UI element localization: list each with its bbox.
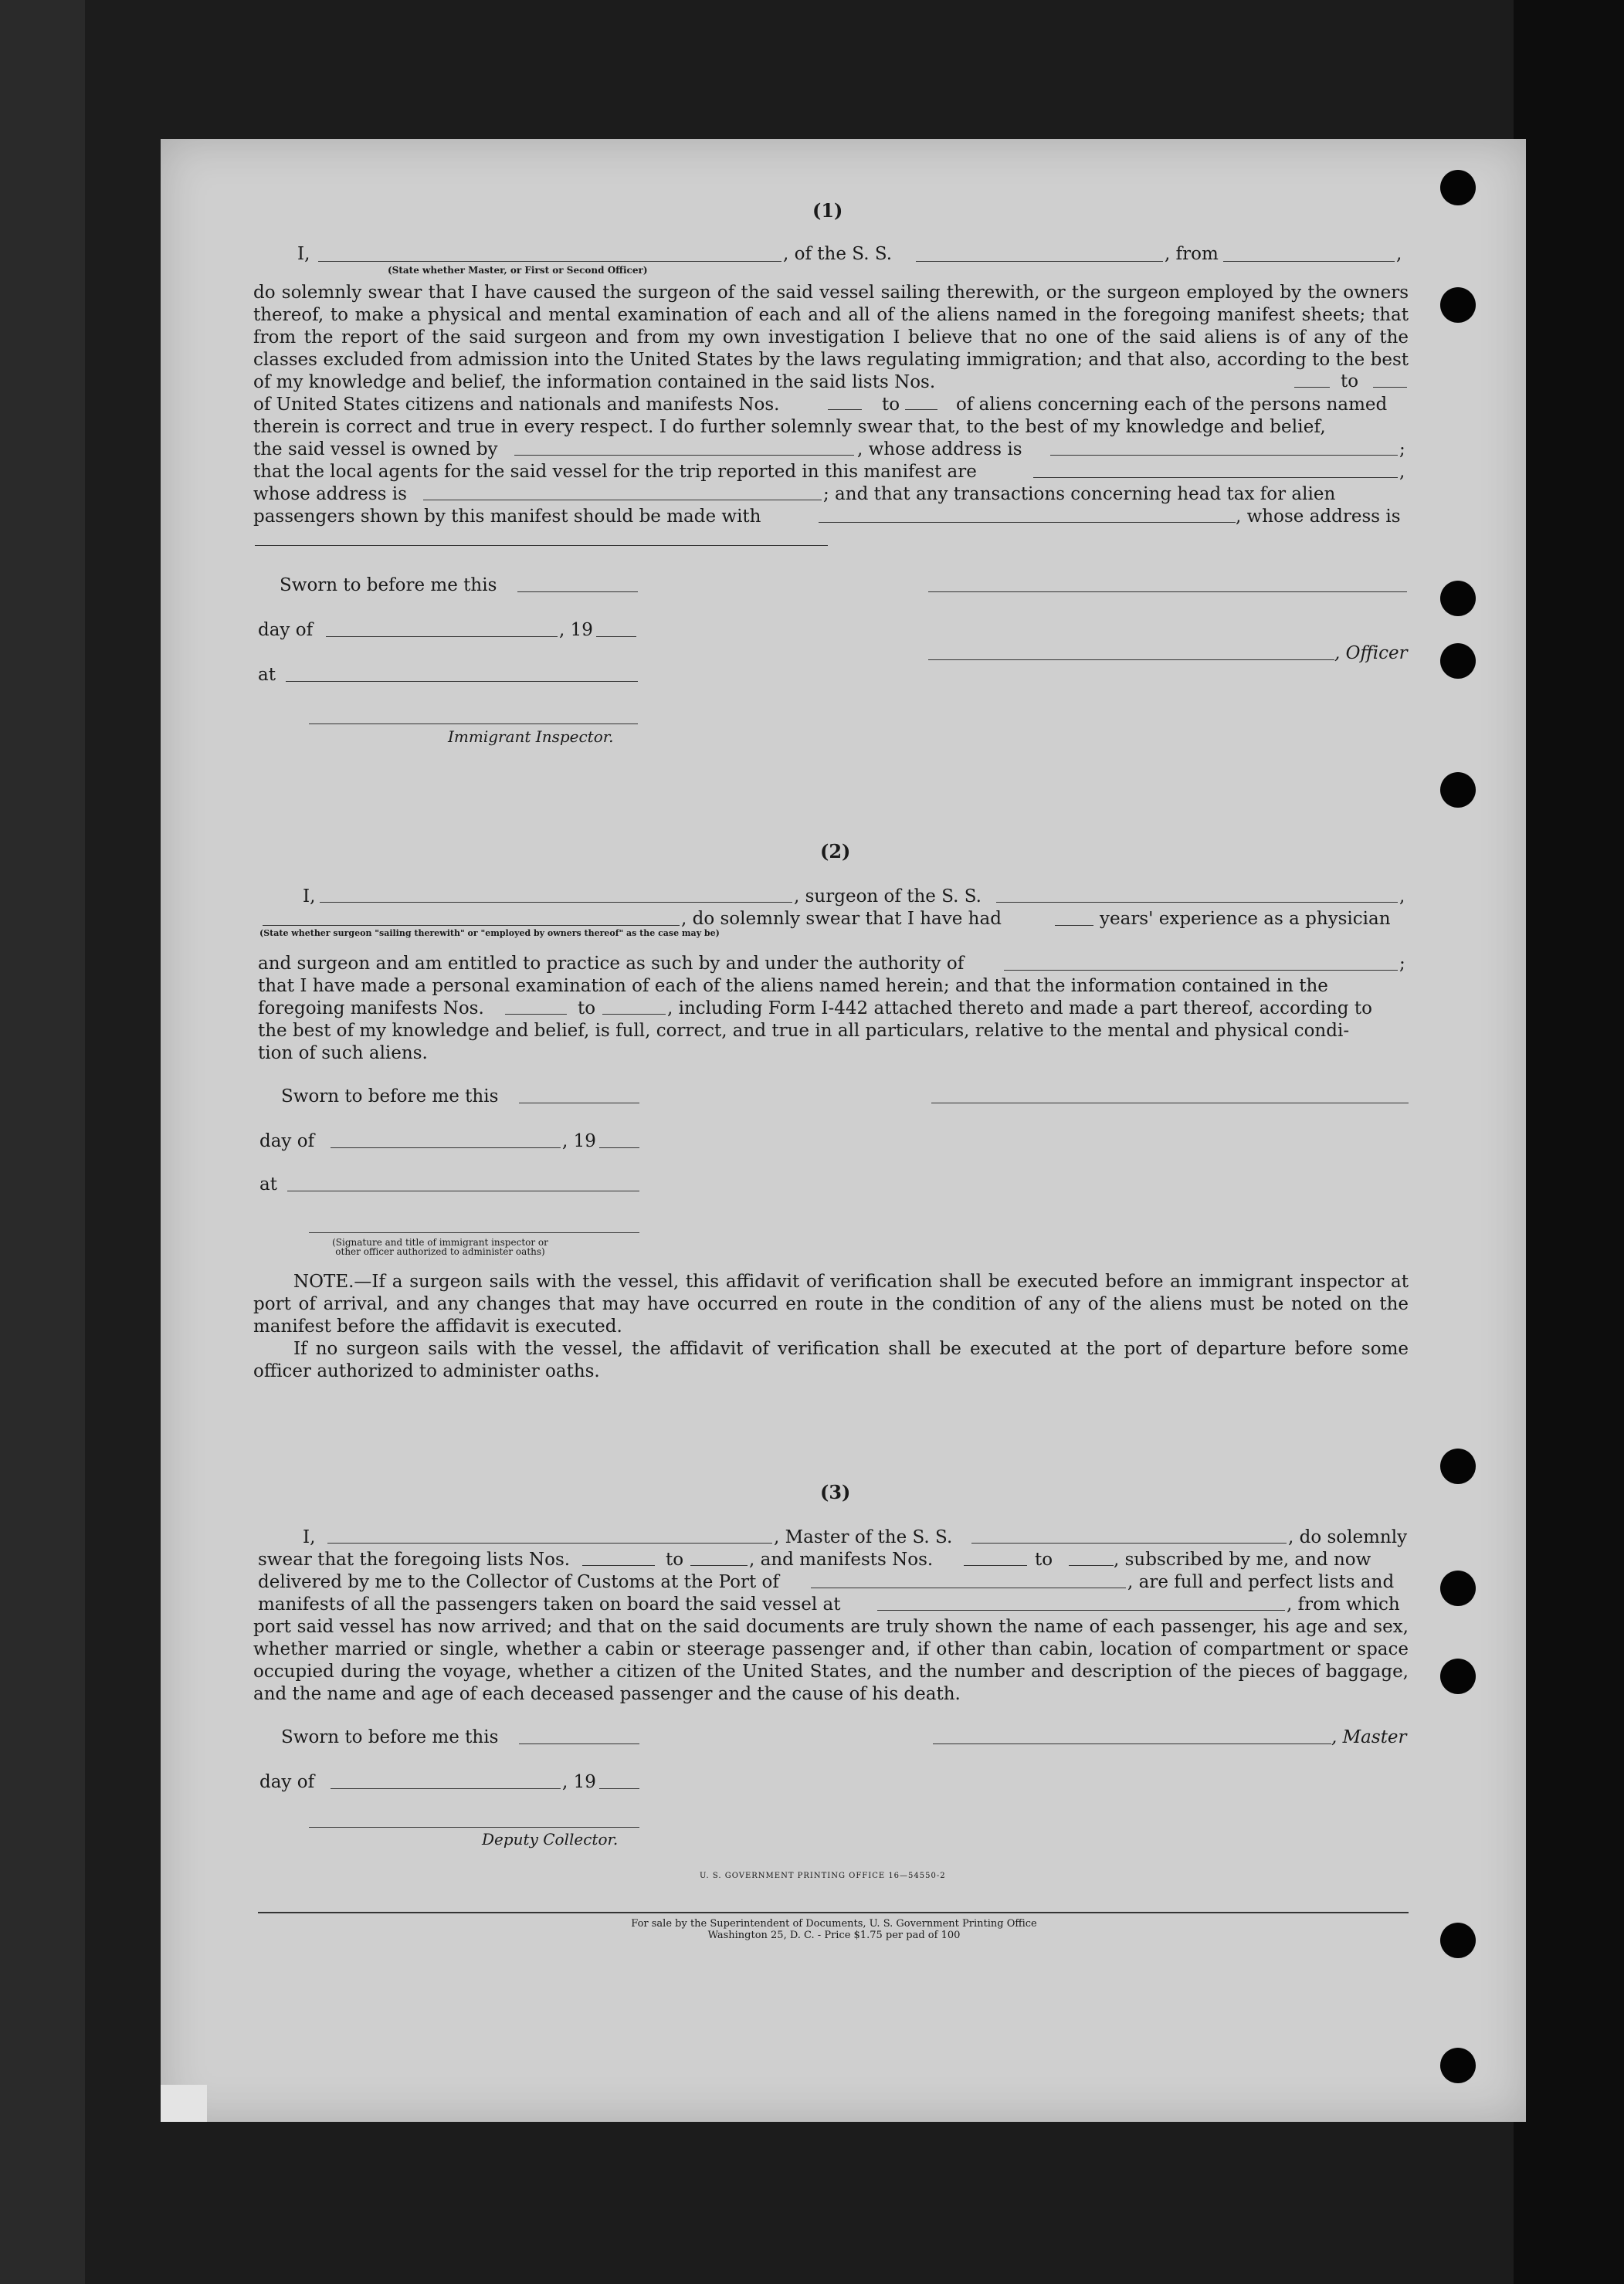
- s3-sworn: Sworn to before me this: [281, 1727, 499, 1747]
- punch-hole: [1440, 581, 1476, 616]
- owner-name-field[interactable]: [514, 455, 854, 456]
- s2-manifest-to-field[interactable]: [602, 1014, 666, 1015]
- s3-rest-text: port said vessel has now arrived; and that on the said documents are truly shown the name of each passenger, his age and sex, whether married or single, whether a cabin or steerage passenger and, if other than cabin, location of compartment or space occupied during the voyage, whether a citizen of the United States, and the number and description of the pieces of baggage, and the name and age of each deceased passenger and the cause of his death.: [253, 1617, 1409, 1704]
- s1-head-tax: ; and that any transactions concerning head tax for alien: [823, 484, 1336, 504]
- s2-inspector-sig-field[interactable]: [309, 1232, 639, 1233]
- s1-officer-label: , Officer: [1334, 643, 1408, 663]
- punch-hole: [1440, 643, 1476, 679]
- s1-officer-note: (State whether Master, or First or Second Officer): [388, 265, 648, 276]
- s3-deputy-label: Deputy Collector.: [482, 1830, 619, 1849]
- note-p2: If no surgeon sails with the vessel, the affidavit of verification shall be executed at the port of departure before some officer authorized to administer oaths.: [253, 1339, 1409, 1381]
- from-port-field[interactable]: [1223, 261, 1395, 262]
- s1-correct: therein is correct and true in every respect. I do further solemnly swear that, to the best of my knowledge and belief,: [253, 417, 1326, 437]
- section-1-number: (1): [812, 199, 843, 222]
- s3-do-solemnly: , do solemnly: [1288, 1527, 1408, 1547]
- s2-manifest-from-field[interactable]: [505, 1014, 567, 1015]
- s1-sworn-date-field[interactable]: [517, 591, 638, 592]
- s1-signature-field[interactable]: [928, 591, 1407, 592]
- s1-body-paragraph: [253, 282, 1409, 392]
- s1-nineteen: , 19: [559, 620, 593, 640]
- footer-rule: [258, 1912, 1409, 1913]
- owner-address-field[interactable]: [1050, 455, 1398, 456]
- s1-agents: that the local agents for the said vessel for the trip reported in this manifest are: [253, 462, 977, 482]
- s3-to-1: to: [666, 1550, 684, 1570]
- s1-sworn: Sworn to before me this: [280, 575, 497, 595]
- s1-from-label: , from: [1165, 244, 1219, 264]
- s2-day-of: day of: [259, 1131, 315, 1151]
- manifests-nos-to-field[interactable]: [905, 409, 937, 410]
- film-margin-left: [0, 0, 85, 2284]
- s3-lists-to-field[interactable]: [690, 1565, 748, 1566]
- s2-nineteen: , 19: [562, 1131, 596, 1151]
- surgeon-name-field[interactable]: [320, 902, 792, 903]
- years-experience-field[interactable]: [1055, 925, 1093, 926]
- s3-deputy-sig-field[interactable]: [309, 1827, 639, 1828]
- ship-name-field[interactable]: [916, 261, 1163, 262]
- sale-line-1: For sale by the Superintendent of Documents, U. S. Government Printing Office: [631, 1918, 1037, 1930]
- s2-at: at: [259, 1174, 277, 1195]
- punch-hole: [1440, 2048, 1476, 2083]
- manifests-nos-from-field[interactable]: [828, 409, 862, 410]
- punch-hole: [1440, 1571, 1476, 1606]
- punch-hole: [1440, 1659, 1476, 1694]
- punch-hole: [1440, 170, 1476, 205]
- s2-sig-note-1: (Signature and title of immigrant inspector or: [332, 1237, 548, 1248]
- s3-year-field[interactable]: [599, 1788, 639, 1789]
- s1-ss-label: , of the S. S.: [783, 244, 893, 264]
- s3-and-manifests: , and manifests Nos.: [749, 1550, 934, 1570]
- s3-master-sig-field[interactable]: [933, 1743, 1331, 1744]
- lists-nos-from-field[interactable]: [1294, 387, 1330, 388]
- s3-subscribed: , subscribed by me, and now: [1114, 1550, 1371, 1570]
- s1-us-citizens: of United States citizens and nationals and manifests Nos.: [253, 395, 780, 415]
- s1-owned-by: the said vessel is owned by: [253, 439, 498, 459]
- s1-body-text: do solemnly swear that I have caused the surgeon of the said vessel sailing therewith, or the surgeon employed by the owners thereof, to make a physical and mental examination of each and all of the aliens named in the foregoing manifest sheets; that from the report of the said surgeon and from my own investigation I believe that no one of the said aliens is of any of the classes excluded from admission into the United States by the laws regulating immigration; and that also, according to the best of my knowledge and belief, the information contained in the said lists Nos.: [253, 283, 1409, 392]
- s1-month-field[interactable]: [326, 636, 558, 637]
- punch-hole: [1440, 1449, 1476, 1484]
- authority-field[interactable]: [1004, 970, 1398, 971]
- s3-manifests-from-field[interactable]: [964, 1565, 1027, 1566]
- film-margin-right: [1514, 0, 1624, 2284]
- s3-are-full: , are full and perfect lists and: [1127, 1572, 1395, 1592]
- folded-corner: [161, 2085, 207, 2122]
- punch-hole: [1440, 1923, 1476, 1958]
- s1-whose-address: , whose address is: [857, 439, 1022, 459]
- s1-to-1: to: [1341, 371, 1359, 391]
- s3-rest-paragraph: [253, 1616, 1409, 1706]
- s1-aliens: of aliens concerning each of the persons named: [956, 395, 1388, 415]
- s3-master-label: , Master: [1331, 1727, 1407, 1747]
- s1-semi: ;: [1399, 439, 1405, 459]
- s3-nineteen: , 19: [562, 1772, 596, 1792]
- s1-place-field[interactable]: [286, 681, 638, 682]
- s2-tion: tion of such aliens.: [258, 1043, 428, 1063]
- boarding-port-field[interactable]: [877, 1610, 1285, 1611]
- s1-day-of: day of: [258, 620, 314, 640]
- s2-year-field[interactable]: [599, 1147, 639, 1148]
- s2-entitled: and surgeon and am entitled to practice as such by and under the authority of: [258, 954, 965, 974]
- lists-nos-to-field[interactable]: [1373, 387, 1407, 388]
- s3-manifests: manifests of all the passengers taken on board the said vessel at: [258, 1594, 841, 1615]
- s2-i: I,: [303, 886, 316, 906]
- gpo-imprint: U. S. GOVERNMENT PRINTING OFFICE 16—54550-2: [700, 1872, 946, 1880]
- surgeon-status-field[interactable]: [263, 925, 680, 926]
- s3-day-of: day of: [259, 1772, 315, 1792]
- section-3-number: (3): [820, 1481, 851, 1503]
- s2-including: , including Form I-442 attached thereto and made a part thereof, according to: [667, 998, 1372, 1018]
- s1-passengers: passengers shown by this manifest should be made with: [253, 507, 761, 527]
- punch-hole: [1440, 772, 1476, 808]
- s3-sworn-date-field[interactable]: [519, 1743, 639, 1744]
- s2-to: to: [578, 998, 596, 1018]
- s1-inspector-sig-field[interactable]: [309, 723, 638, 724]
- s1-comma: ,: [1396, 244, 1402, 264]
- s2-ship-field[interactable]: [996, 902, 1398, 903]
- s2-foregoing: foregoing manifests Nos.: [258, 998, 484, 1018]
- s3-to-2: to: [1035, 1550, 1053, 1570]
- s3-swear: swear that the foregoing lists Nos.: [258, 1550, 571, 1570]
- officer-name-field[interactable]: [318, 261, 781, 262]
- s3-ship-field[interactable]: [971, 1543, 1287, 1544]
- punch-hole: [1440, 287, 1476, 323]
- s1-whose-addr-2: whose address is: [253, 484, 407, 504]
- section-2-number: (2): [820, 840, 851, 862]
- s2-surgeon-note: (State whether surgeon "sailing therewith" or "employed by owners thereof" as the case may be): [259, 928, 720, 938]
- s3-month-field[interactable]: [331, 1788, 561, 1789]
- s1-i: I,: [297, 244, 310, 264]
- s2-solemnly: , do solemnly swear that I have had: [681, 909, 1002, 929]
- local-agents-field[interactable]: [1033, 477, 1398, 478]
- s3-manifests-to-field[interactable]: [1069, 1565, 1114, 1566]
- s2-sworn: Sworn to before me this: [281, 1086, 499, 1106]
- s1-to-2: to: [882, 395, 900, 415]
- head-tax-party-field[interactable]: [819, 522, 1236, 523]
- head-tax-address-field[interactable]: [255, 545, 828, 546]
- s1-comma-2: ,: [1399, 462, 1405, 482]
- s1-officer-field[interactable]: [928, 659, 1334, 660]
- s3-master-ss: , Master of the S. S.: [774, 1527, 953, 1547]
- note-paragraph: [253, 1271, 1409, 1383]
- s2-best: the best of my knowledge and belief, is full, correct, and true in all particulars, relative to the mental and physical condi-: [258, 1021, 1350, 1041]
- s3-i: I,: [303, 1527, 316, 1547]
- s2-semi: ;: [1399, 954, 1405, 974]
- note-p1: NOTE.—If a surgeon sails with the vessel, this affidavit of verification shall be executed before an immigrant inspector at port of arrival, and any changes that may have occurred en route in the condition of any of the aliens must be noted on the manifest before the affidavit is executed.: [253, 1272, 1409, 1337]
- s2-comma: ,: [1399, 886, 1405, 906]
- s2-surgeon-ss: , surgeon of the S. S.: [794, 886, 982, 906]
- s2-month-field[interactable]: [331, 1147, 561, 1148]
- s2-personal: that I have made a personal examination of each of the aliens named herein; and that the information contained in the: [258, 976, 1328, 996]
- s3-from-which: , from which: [1287, 1594, 1400, 1615]
- sale-line-2: Washington 25, D. C. - Price $1.75 per pad of 100: [707, 1930, 961, 1941]
- s1-at: at: [258, 665, 276, 685]
- s3-delivered: delivered by me to the Collector of Customs at the Port of: [258, 1572, 779, 1592]
- s3-lists-from-field[interactable]: [582, 1565, 655, 1566]
- s1-inspector-label: Immigrant Inspector.: [448, 727, 614, 746]
- s1-year-field[interactable]: [596, 636, 636, 637]
- s2-years: years' experience as a physician: [1100, 909, 1391, 929]
- s1-whose-addr-3: , whose address is: [1236, 507, 1401, 527]
- s2-sig-note-2: other officer authorized to administer oaths): [335, 1246, 545, 1257]
- master-name-field[interactable]: [327, 1543, 772, 1544]
